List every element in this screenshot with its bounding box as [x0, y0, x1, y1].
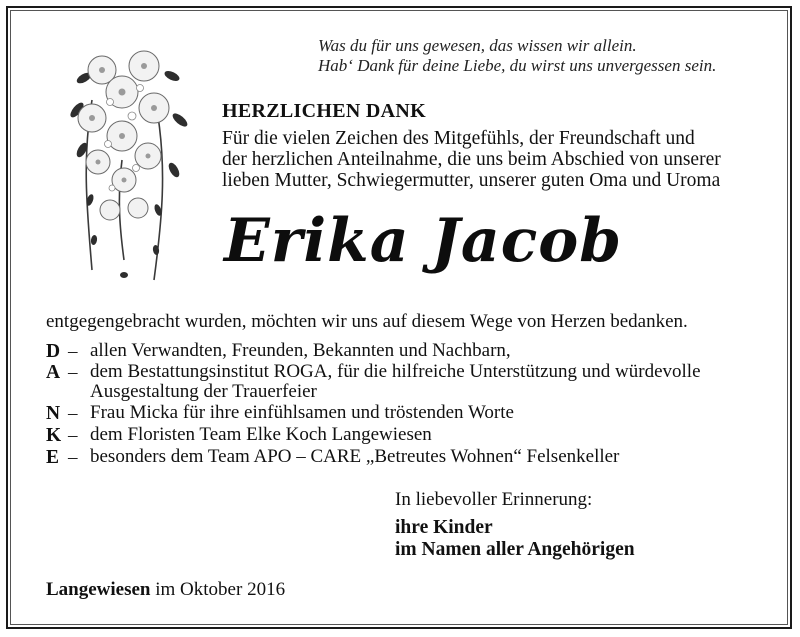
ack-text: besonders dem Team APO – CARE „Betreutes Wohnen“ Felsenkeller	[90, 446, 620, 467]
signature-line-1: ihre Kinder	[395, 517, 493, 538]
signature-line-2: im Namen aller Angehörigen	[395, 539, 635, 560]
poem-line-2: Hab‘ Dank für deine Liebe, du wirst uns unvergessen sein.	[318, 56, 717, 75]
intro-line-1: Für die vielen Zeichen des Mitgefühls, der Freundschaft und	[222, 128, 695, 149]
ack-dash: –	[68, 362, 78, 383]
ack-dash: –	[68, 447, 78, 468]
deceased-name: Erika Jacob	[224, 206, 623, 276]
body-line: entgegengebracht wurden, möchten wir uns auf diesem Wege von Herzen bedanken.	[46, 311, 688, 332]
ack-letter: A	[46, 362, 61, 383]
ack-text-continued: Ausgestaltung der Trauerfeier	[90, 381, 317, 402]
ack-letter: E	[46, 447, 60, 468]
ack-text: dem Floristen Team Elke Koch Langewiesen	[90, 424, 432, 445]
place-date	[46, 579, 285, 601]
ack-dash: –	[68, 403, 78, 424]
poem-line-1: Was du für uns gewesen, das wissen wir allein.	[318, 36, 637, 55]
ack-text: allen Verwandten, Freunden, Bekannten und Nachbarn,	[90, 340, 511, 361]
ack-dash: –	[68, 341, 78, 362]
ack-letter: D	[46, 341, 61, 362]
closing-phrase: In liebevoller Erinnerung:	[395, 489, 593, 510]
place-date-text: im Oktober 2016	[155, 579, 286, 600]
flower-bouquet-icon	[62, 40, 192, 290]
ack-letter: N	[46, 403, 61, 424]
place-town: Langewiesen	[46, 579, 151, 600]
heading: HERZLICHEN DANK	[222, 100, 426, 122]
intro-line-2: der herzlichen Anteilnahme, die uns beim Abschied von unserer	[222, 149, 721, 170]
ack-text: Frau Micka für ihre einfühlsamen und tröstenden Worte	[90, 402, 514, 423]
ack-letter: K	[46, 425, 62, 446]
intro-line-3: lieben Mutter, Schwiegermutter, unserer guten Oma und Uroma	[222, 170, 721, 191]
ack-text: dem Bestattungsinstitut ROGA, für die hilfreiche Unterstützung und würdevolle	[90, 361, 701, 382]
ack-dash: –	[68, 425, 78, 446]
